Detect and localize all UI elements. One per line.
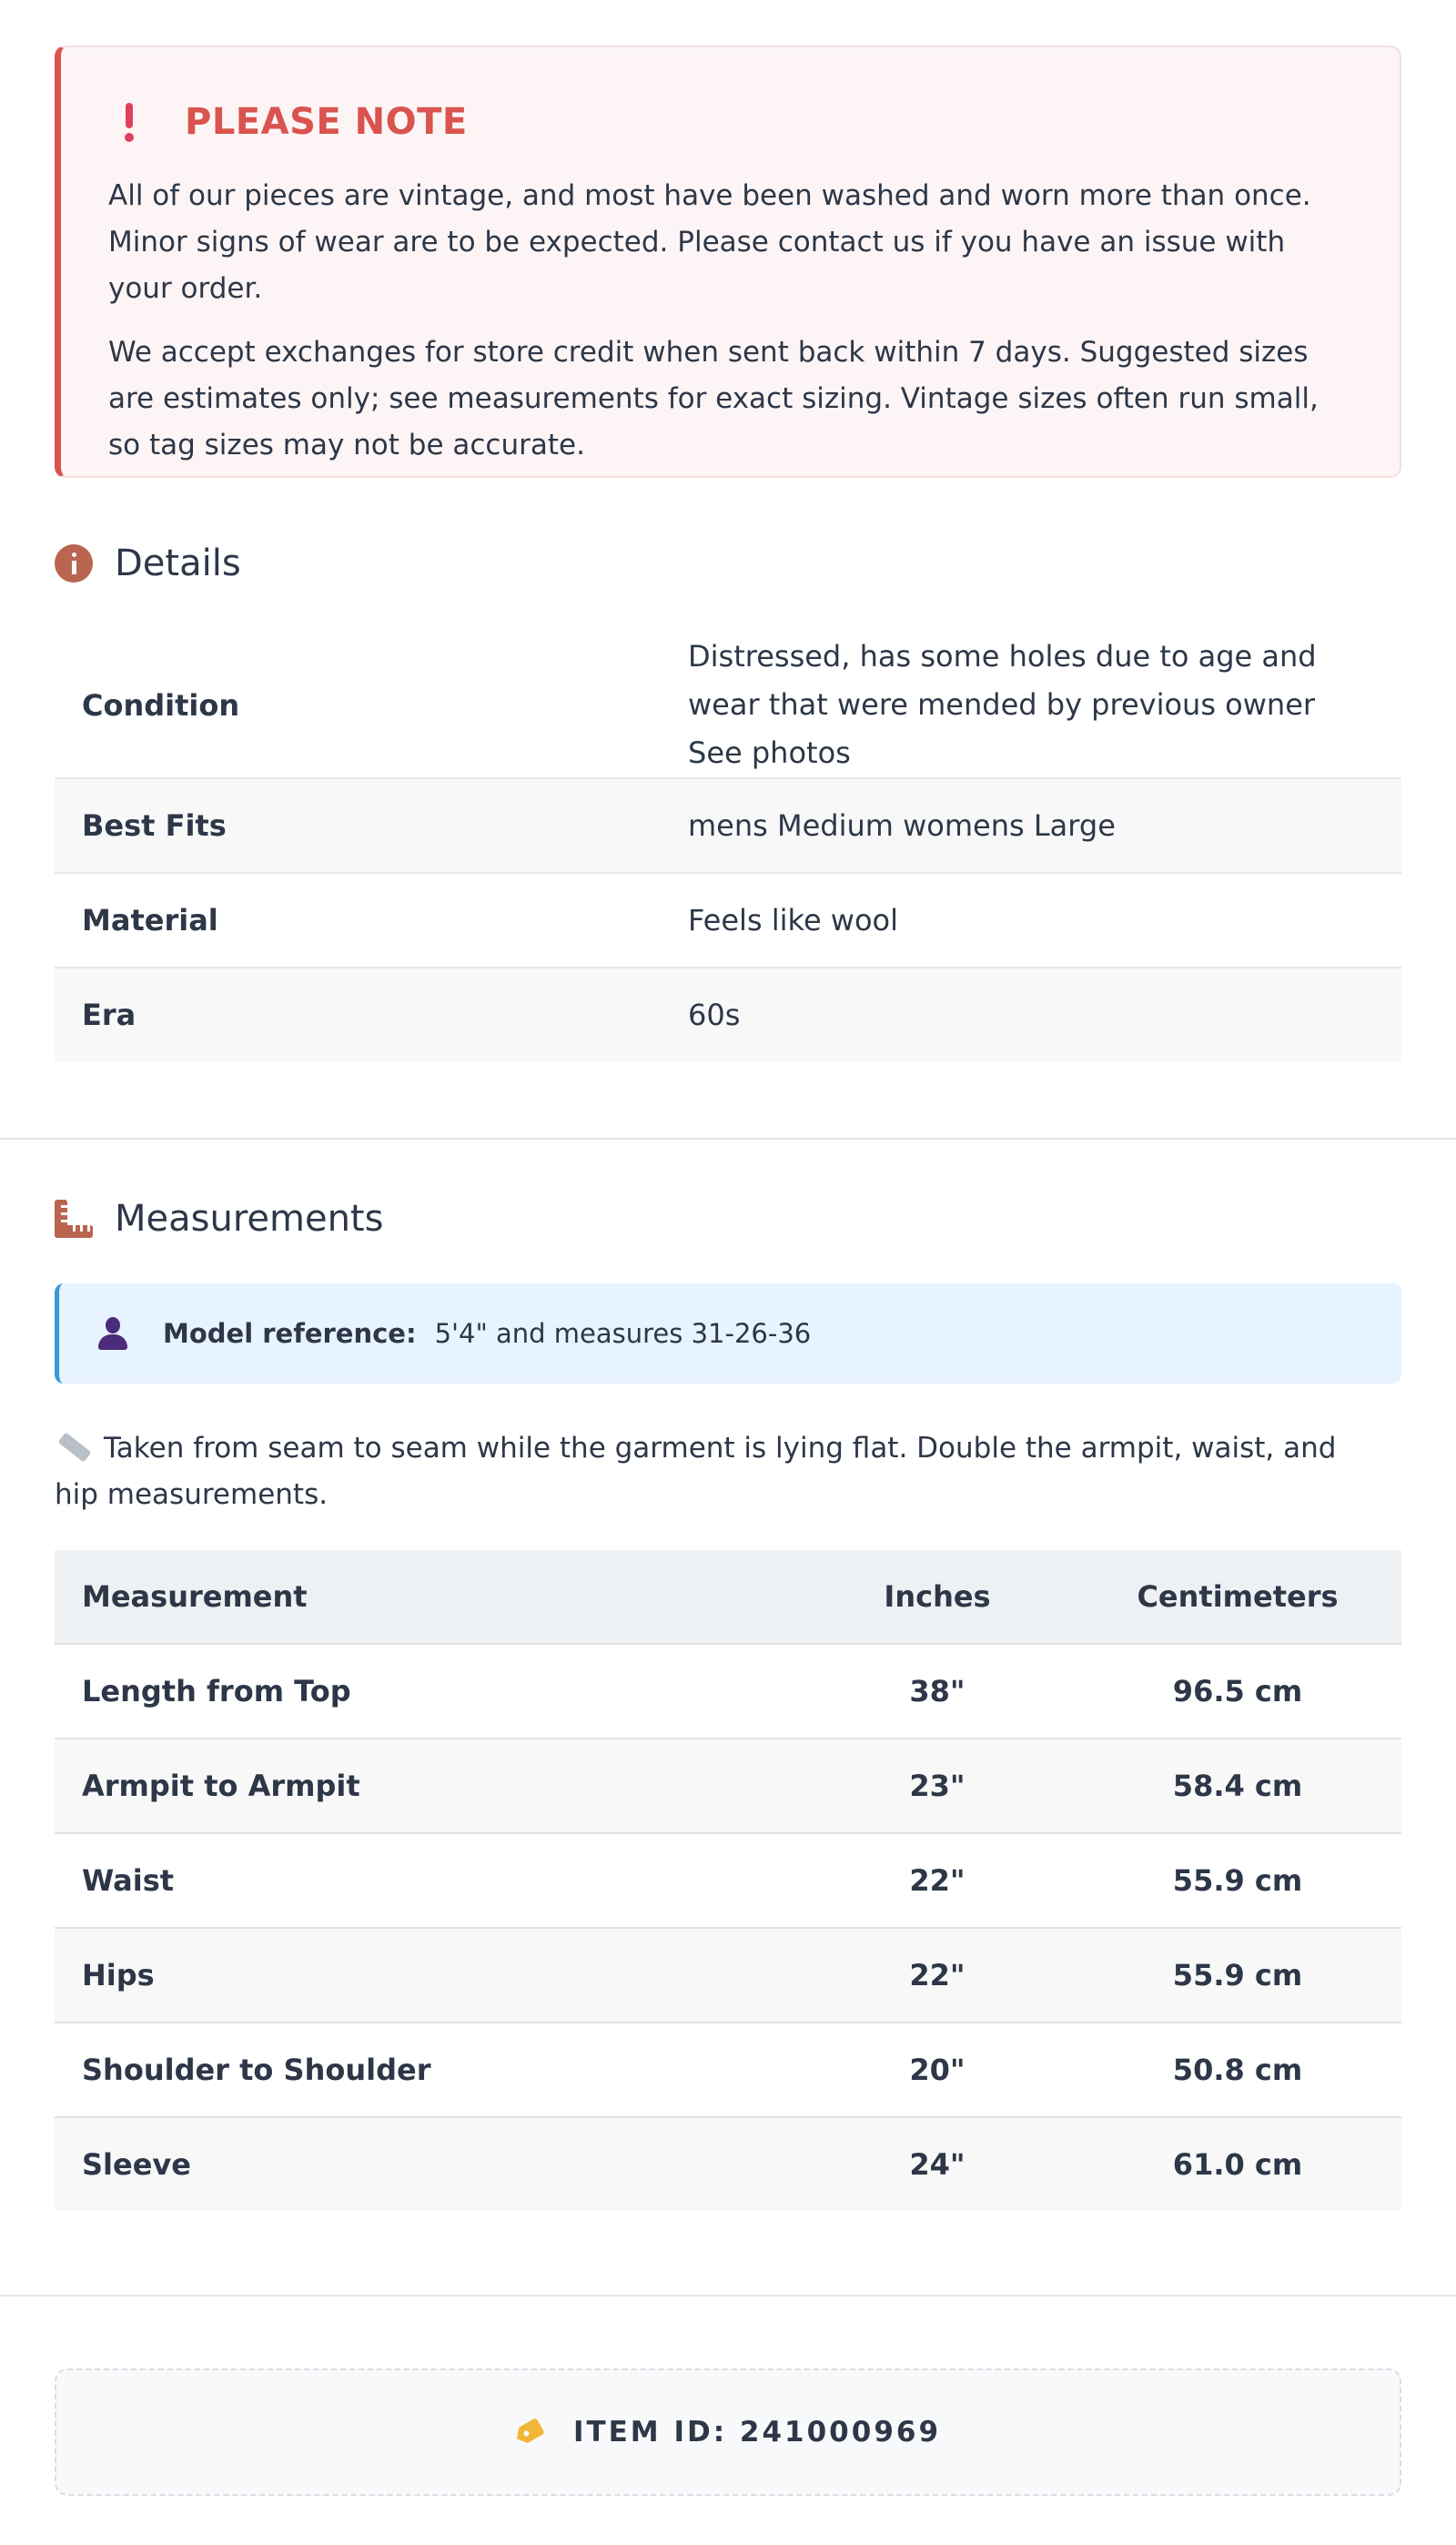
ruler-icon [55, 1200, 93, 1238]
details-label: Condition [55, 633, 661, 778]
notice-title: PLEASE NOTE [185, 101, 468, 143]
measurement-cm: 55.9 cm [1074, 1928, 1401, 2023]
measurements-table [55, 1550, 1401, 2211]
table-row [55, 1833, 1401, 1928]
measurement-inches: 22" [801, 1833, 1074, 1928]
details-value: mens Medium womens Large [661, 778, 1401, 873]
measurement-cm: 58.4 cm [1074, 1739, 1401, 1833]
model-reference [55, 1283, 1401, 1384]
measurement-inches: 20" [801, 2023, 1074, 2117]
details-table [55, 633, 1401, 1061]
measurement-name: Length from Top [55, 1644, 801, 1739]
table-row [55, 1928, 1401, 2023]
details-label: Best Fits [55, 778, 661, 873]
model-reference-label: Model reference: [163, 1318, 417, 1349]
details-label: Era [55, 968, 661, 1061]
notice-box [55, 46, 1401, 478]
section-divider [0, 1138, 1456, 1140]
details-row [55, 873, 1401, 968]
section-divider [0, 2295, 1456, 2297]
measurement-name: Waist [55, 1833, 801, 1928]
info-icon [55, 544, 93, 583]
column-header: Inches [801, 1550, 1074, 1644]
measurement-note [55, 1425, 1347, 1518]
details-value: Distressed, has some holes due to age and wear that were mended by previous owner See photos [661, 633, 1401, 778]
column-header: Centimeters [1074, 1550, 1401, 1644]
exclamation-icon [121, 103, 141, 141]
details-row [55, 778, 1401, 873]
details-title: Details [115, 542, 241, 584]
measurement-cm: 61.0 cm [1074, 2117, 1401, 2211]
pencil-icon [58, 1432, 92, 1462]
details-header [55, 536, 241, 591]
details-row [55, 968, 1401, 1061]
measurement-name: Sleeve [55, 2117, 801, 2211]
measurements-header [55, 1191, 383, 1246]
details-row [55, 633, 1401, 778]
measurement-cm: 96.5 cm [1074, 1644, 1401, 1739]
measurement-inches: 38" [801, 1644, 1074, 1739]
item-id: ITEM ID: 241000969 [572, 2416, 942, 2449]
column-header: Measurement [55, 1550, 801, 1644]
details-value: 60s [661, 968, 1401, 1061]
table-row [55, 1739, 1401, 1833]
item-id-box [55, 2368, 1401, 2496]
table-row [55, 1644, 1401, 1739]
measurement-name: Hips [55, 1928, 801, 2023]
measurement-inches: 23" [801, 1739, 1074, 1833]
details-value: Feels like wool [661, 873, 1401, 968]
measurement-cm: 50.8 cm [1074, 2023, 1401, 2117]
model-reference-value: 5'4" and measures 31-26-36 [434, 1318, 812, 1349]
table-row [55, 2023, 1401, 2117]
measurement-name: Armpit to Armpit [55, 1739, 801, 1833]
notice-paragraph: All of our pieces are vintage, and most have been washed and worn more than once. Minor signs of wear are to be expected. Please contact us if you have an issue with your order. [108, 179, 1311, 305]
details-label: Material [55, 873, 661, 968]
notice-header [108, 98, 1352, 146]
notice-paragraph: We accept exchanges for store credit when sent back within 7 days. Suggested sizes are estimates only; see measurements for exact sizing. Vintage sizes often run small, so tag sizes may not be accurate. [108, 336, 1319, 461]
table-header-row [55, 1550, 1401, 1644]
person-icon [97, 1317, 128, 1350]
measurement-note-text: Taken from seam to seam while the garment is lying flat. Double the armpit, waist, and hip measurements. [55, 1432, 1337, 1511]
measurement-name: Shoulder to Shoulder [55, 2023, 801, 2117]
table-row [55, 2117, 1401, 2211]
measurement-inches: 24" [801, 2117, 1074, 2211]
measurement-inches: 22" [801, 1928, 1074, 2023]
tag-icon [512, 2418, 545, 2447]
measurements-title: Measurements [115, 1198, 384, 1240]
measurement-cm: 55.9 cm [1074, 1833, 1401, 1928]
